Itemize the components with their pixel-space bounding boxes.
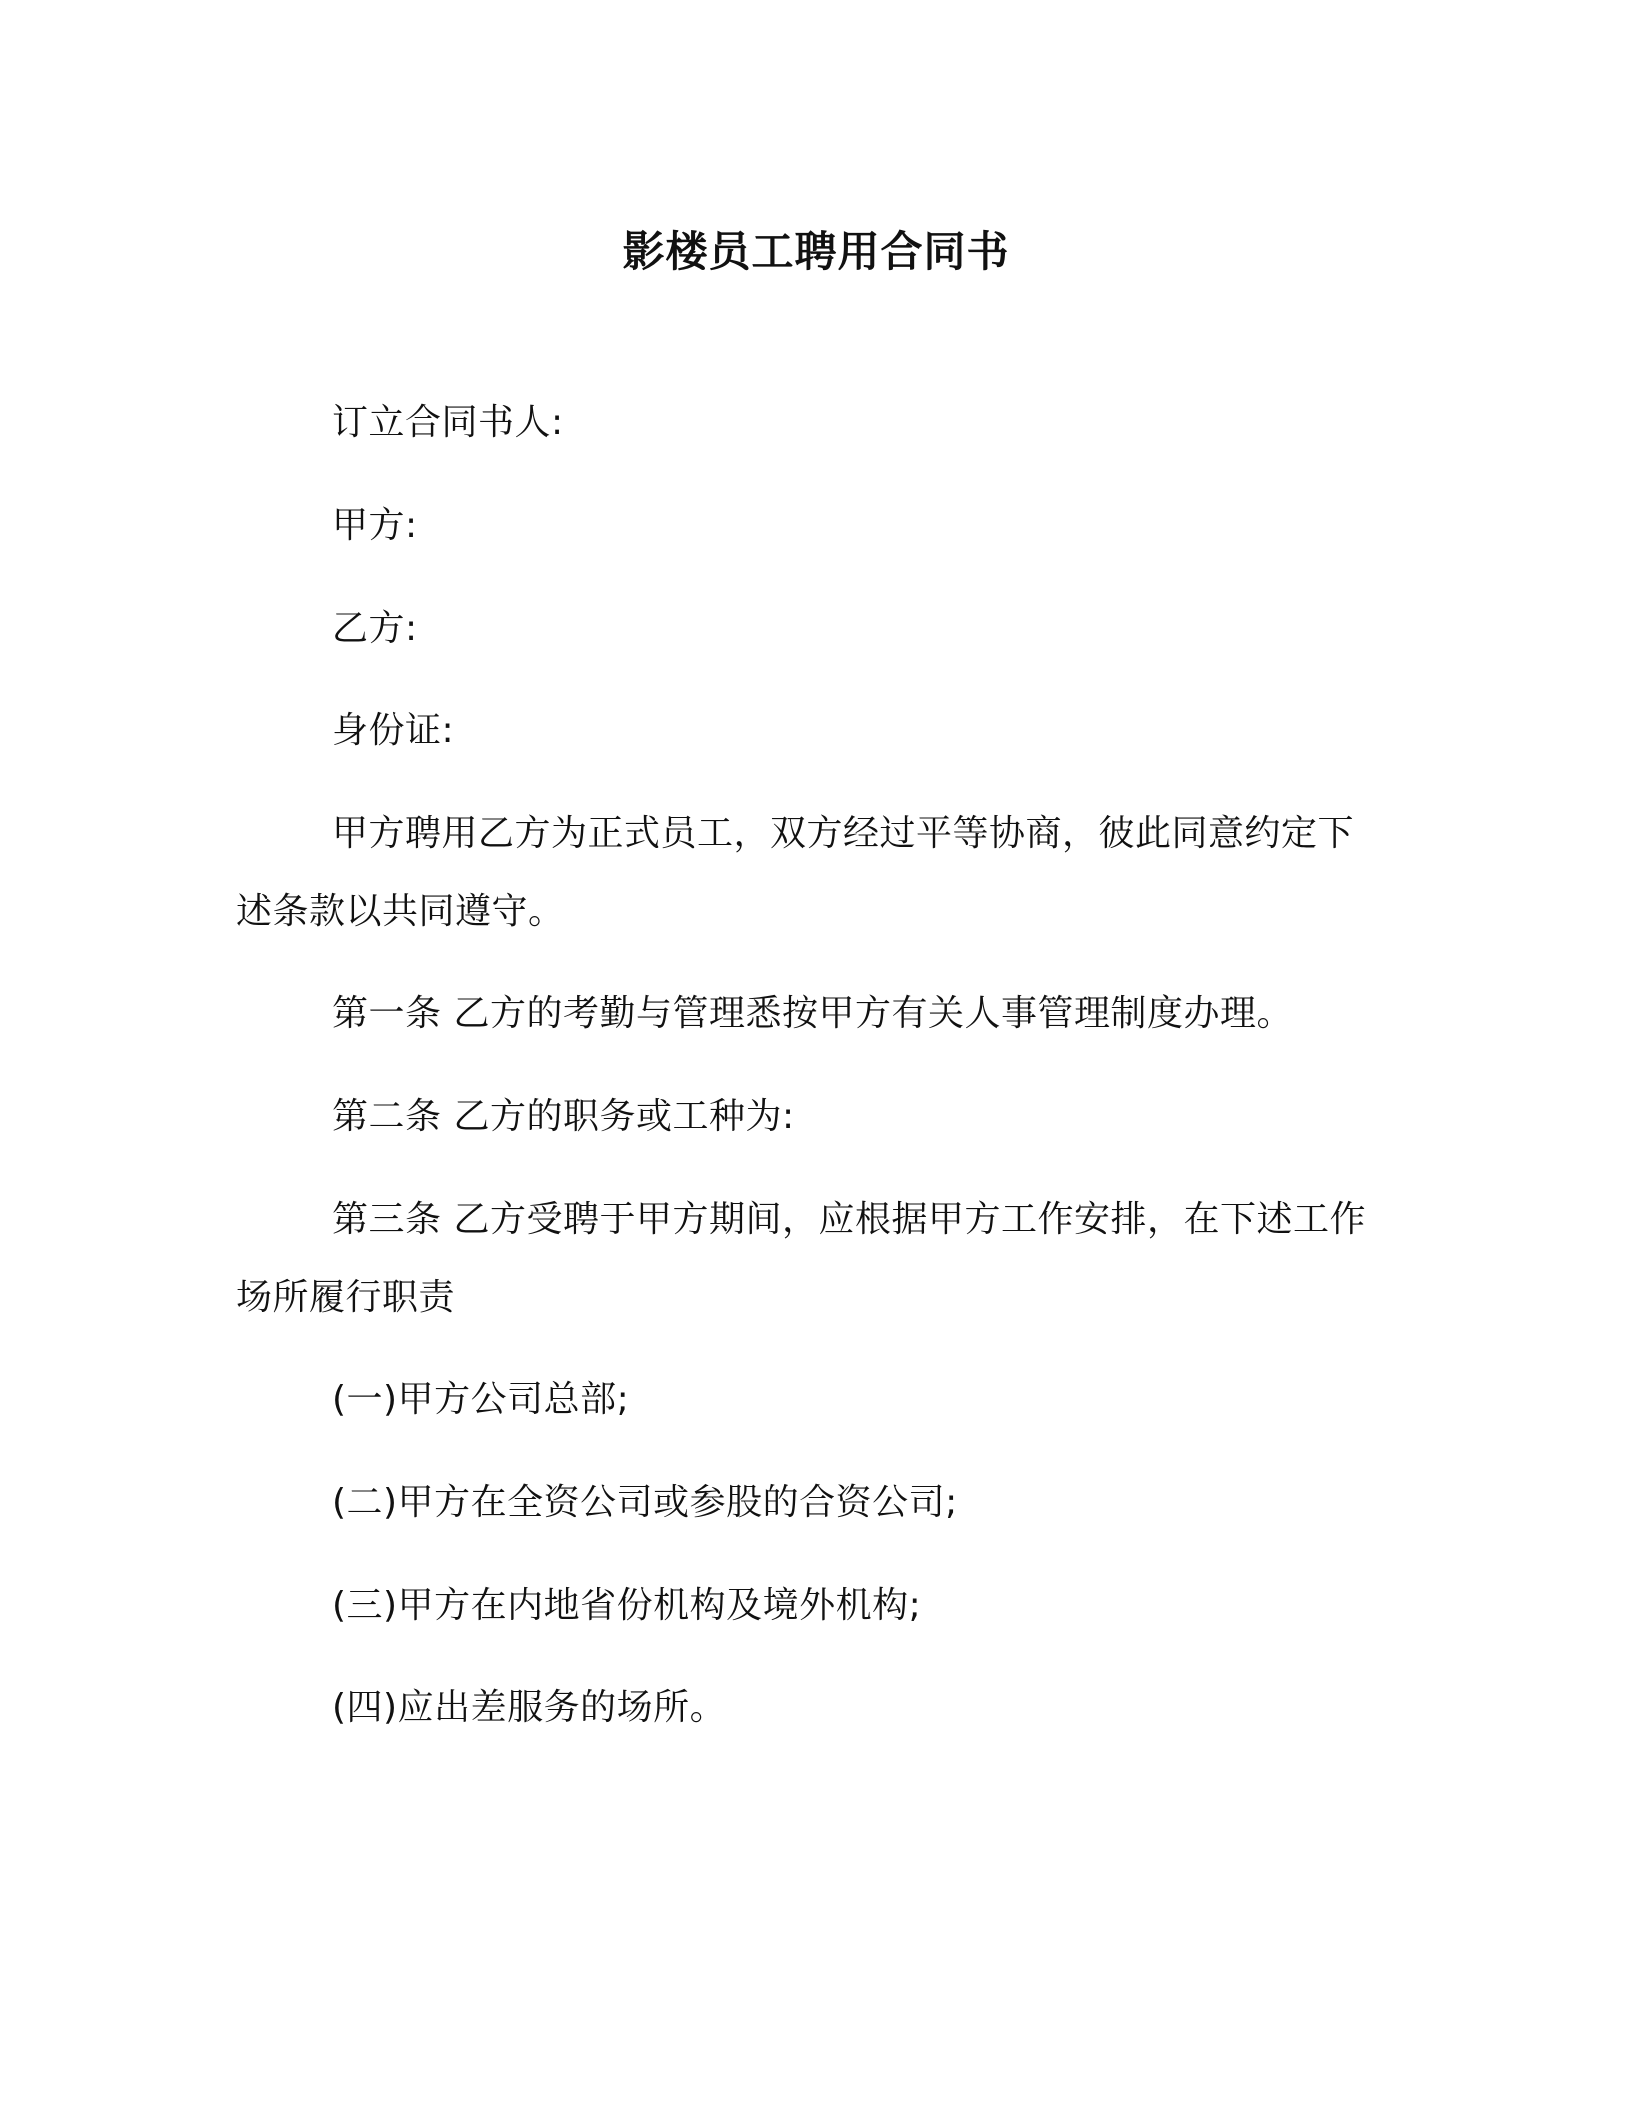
paragraph-id-card: 身份证:	[332, 710, 455, 751]
list-item-1: (一)甲方公司总部;	[332, 1379, 630, 1420]
list-item-2: (二)甲方在全资公司或参股的合资公司;	[332, 1482, 958, 1523]
paragraph-intro: 甲方聘用乙方为正式员工，双方经过平等协商，彼此同意约定下述条款以共同遵守。	[236, 813, 1355, 932]
paragraph-article-3: 第三条 乙方受聘于甲方期间，应根据甲方工作安排，在下述工作场所履行职责	[236, 1199, 1366, 1318]
list-item-4: (四)应出差服务的场所。	[332, 1687, 727, 1728]
paragraph-contract-parties: 订立合同书人:	[332, 402, 564, 443]
list-item-3: (三)甲方在内地省份机构及境外机构;	[332, 1585, 922, 1626]
paragraph-article-2: 第二条 乙方的职务或工种为:	[332, 1096, 795, 1137]
paragraph-party-a: 甲方:	[332, 505, 418, 546]
paragraph-article-1: 第一条 乙方的考勤与管理悉按甲方有关人事管理制度办理。	[332, 993, 1293, 1034]
paragraph-party-b: 乙方:	[332, 608, 418, 649]
document-title: 影楼员工聘用合同书	[622, 227, 1010, 276]
